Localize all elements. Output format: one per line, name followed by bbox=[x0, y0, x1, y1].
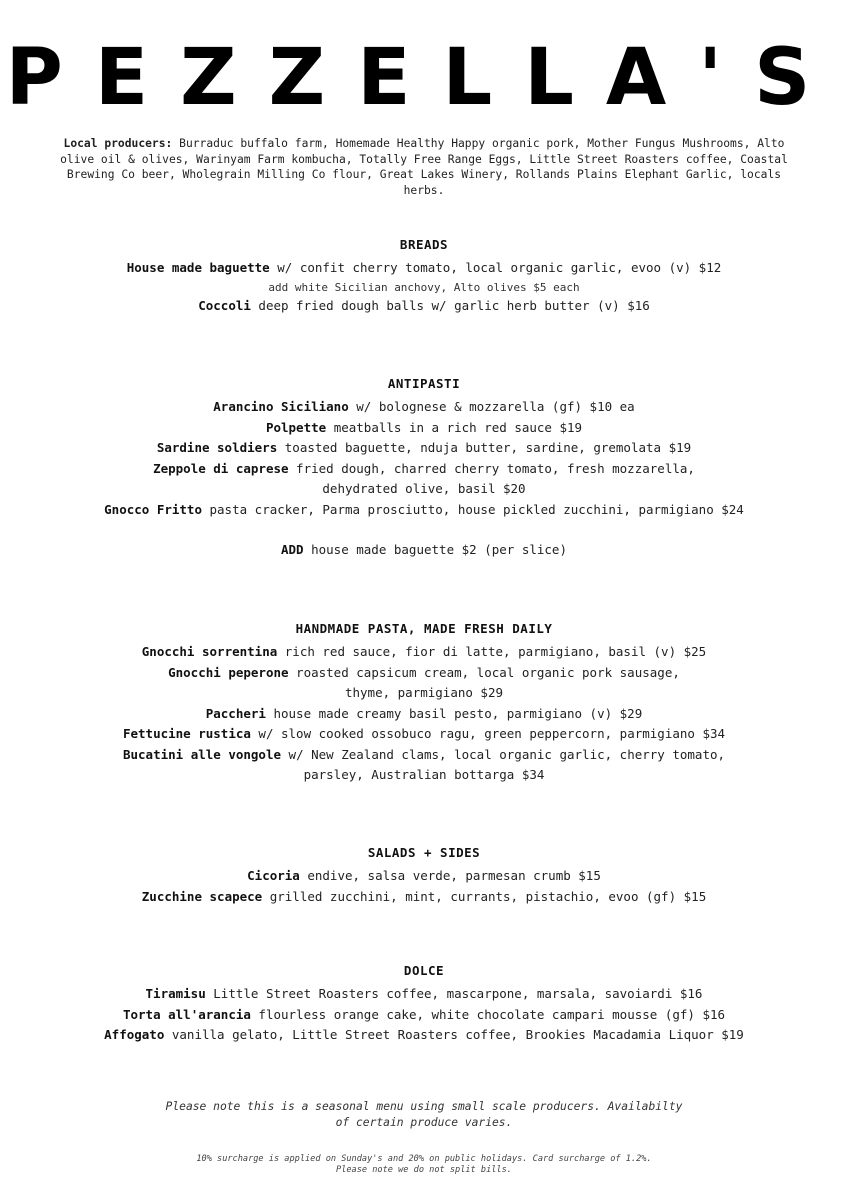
menu-item bbox=[40, 642, 808, 663]
seasonal-note-line: Please note this is a seasonal menu using small scale producers. Availabilty bbox=[165, 1100, 683, 1113]
item-desc: deep fried dough balls w/ garlic herb butter (v) $16 bbox=[250, 297, 650, 313]
item-desc: Little Street Roasters coffee, mascarpone, marsala, savoiardi $16 bbox=[205, 986, 703, 1001]
item-desc: roasted capsicum cream, local organic pork sausage, bbox=[288, 664, 680, 680]
item-desc: meatballs in a rich red sauce $19 bbox=[326, 419, 583, 435]
item-desc: grilled zucchini, mint, currants, pistachio, evoo (gf) $15 bbox=[262, 888, 707, 904]
item-name: Paccheri bbox=[205, 705, 266, 721]
producers-text: Burraduc buffalo farm, Homemade Healthy Happy organic pork, Mother Fungus Mushrooms, Alto olive oil & olives, Warinyam Farm kombucha, Totally Free Range Eggs, Little Street Roasters coffee, Coastal Brewing Co beer, Wholegrain Milling Co flour, Great Lakes Winery, Rollands Plains Elephant Garlic, locals herbs. bbox=[60, 137, 788, 197]
breads-section bbox=[40, 237, 808, 316]
add-desc: house made baguette $2 (per slice) bbox=[303, 542, 567, 557]
item-name: Fettucine rustica bbox=[122, 726, 251, 741]
pasta-section bbox=[40, 621, 808, 786]
item-name: Gnocchi peperone bbox=[168, 664, 289, 680]
item-name: Affogato bbox=[104, 1027, 165, 1042]
restaurant-name: PEZZELLA'S bbox=[5, 33, 843, 123]
add-label: ADD bbox=[281, 542, 304, 557]
producers-label: Local producers: bbox=[63, 137, 173, 150]
item-desc-continued: thyme, parmigiano $29 bbox=[344, 685, 504, 700]
item-note: add white Sicilian anchovy, Alto olives $5 each bbox=[268, 280, 580, 294]
item-name: Torta all'arancia bbox=[122, 1006, 251, 1022]
menu-item bbox=[40, 418, 808, 439]
item-desc-continued: parsley, Australian bottarga $34 bbox=[303, 767, 545, 782]
section-title-antipasti: ANTIPASTI bbox=[387, 376, 461, 391]
menu-item bbox=[40, 459, 808, 480]
item-name: Coccoli bbox=[198, 297, 251, 313]
section-title-breads: BREADS bbox=[399, 237, 449, 252]
menu-item bbox=[40, 704, 808, 725]
item-name: Sardine soldiers bbox=[156, 440, 278, 455]
menu-item bbox=[40, 663, 808, 684]
antipasti-section bbox=[40, 376, 808, 561]
item-name: Tiramisu bbox=[145, 986, 206, 1001]
item-desc: house made creamy basil pesto, parmigiano (v) $29 bbox=[265, 705, 643, 721]
local-producers bbox=[46, 136, 802, 198]
menu-item bbox=[40, 1025, 808, 1046]
menu-item bbox=[40, 258, 808, 279]
menu-item bbox=[40, 296, 808, 317]
menu-item bbox=[40, 984, 808, 1005]
seasonal-note-line: of certain produce varies. bbox=[335, 1115, 513, 1129]
section-title-salads: SALADS + SIDES bbox=[367, 845, 481, 860]
menu-item bbox=[40, 397, 808, 418]
item-desc: w/ slow cooked ossobuco ragu, green peppercorn, parmigiano $34 bbox=[250, 726, 726, 741]
item-desc: fried dough, charred cherry tomato, fresh mozzarella, bbox=[288, 460, 695, 476]
section-title-pasta: HANDMADE PASTA, MADE FRESH DAILY bbox=[295, 621, 553, 636]
menu-item bbox=[40, 438, 808, 459]
menu-item bbox=[40, 887, 808, 908]
menu-item bbox=[40, 866, 808, 887]
item-desc: w/ New Zealand clams, local organic garlic, cherry tomato, bbox=[281, 746, 726, 762]
item-name: Cicoria bbox=[247, 868, 300, 883]
dolce-section bbox=[40, 963, 808, 1046]
item-name: Bucatini alle vongole bbox=[122, 746, 282, 762]
seasonal-note bbox=[100, 1099, 748, 1130]
menu-item bbox=[40, 745, 808, 766]
item-desc: flourless orange cake, white chocolate campari mousse (gf) $16 bbox=[250, 1006, 726, 1022]
item-name: Gnocco Fritto bbox=[104, 501, 202, 517]
item-name: Zucchine scapece bbox=[141, 888, 263, 904]
item-desc: pasta cracker, Parma prosciutto, house pickled zucchini, parmigiano $24 bbox=[201, 501, 744, 517]
item-name: Arancino Siciliano bbox=[213, 399, 349, 414]
item-desc: toasted baguette, nduja butter, sardine, gremolata $19 bbox=[277, 440, 692, 455]
item-desc: vanilla gelato, Little Street Roasters coffee, Brookies Macadamia Liquor $19 bbox=[164, 1027, 744, 1042]
item-desc-continued: dehydrated olive, basil $20 bbox=[322, 481, 526, 496]
item-desc: rich red sauce, fior di latte, parmigiano, basil (v) $25 bbox=[277, 644, 707, 659]
item-name: Zeppole di caprese bbox=[153, 460, 289, 476]
item-name: House made baguette bbox=[126, 260, 270, 275]
surcharge-line: 10% surcharge is applied on Sunday's and 20% on public holidays. Card surcharge of 1.2%. bbox=[196, 1154, 652, 1164]
menu-item bbox=[40, 500, 808, 521]
add-on-item bbox=[40, 540, 808, 561]
salads-section bbox=[40, 845, 808, 907]
item-desc: w/ confit cherry tomato, local organic garlic, evoo (v) $12 bbox=[269, 260, 722, 275]
menu-item bbox=[40, 724, 808, 745]
item-desc: w/ bolognese & mozzarella (gf) $10 ea bbox=[348, 399, 635, 414]
item-name: Polpette bbox=[265, 419, 327, 435]
section-title-dolce: DOLCE bbox=[403, 963, 445, 978]
item-name: Gnocchi sorrentina bbox=[141, 644, 278, 659]
menu-item bbox=[40, 1005, 808, 1026]
item-desc: endive, salsa verde, parmesan crumb $15 bbox=[299, 868, 601, 883]
surcharge-line: Please note we do not split bills. bbox=[336, 1165, 512, 1175]
surcharge-note bbox=[100, 1154, 748, 1176]
